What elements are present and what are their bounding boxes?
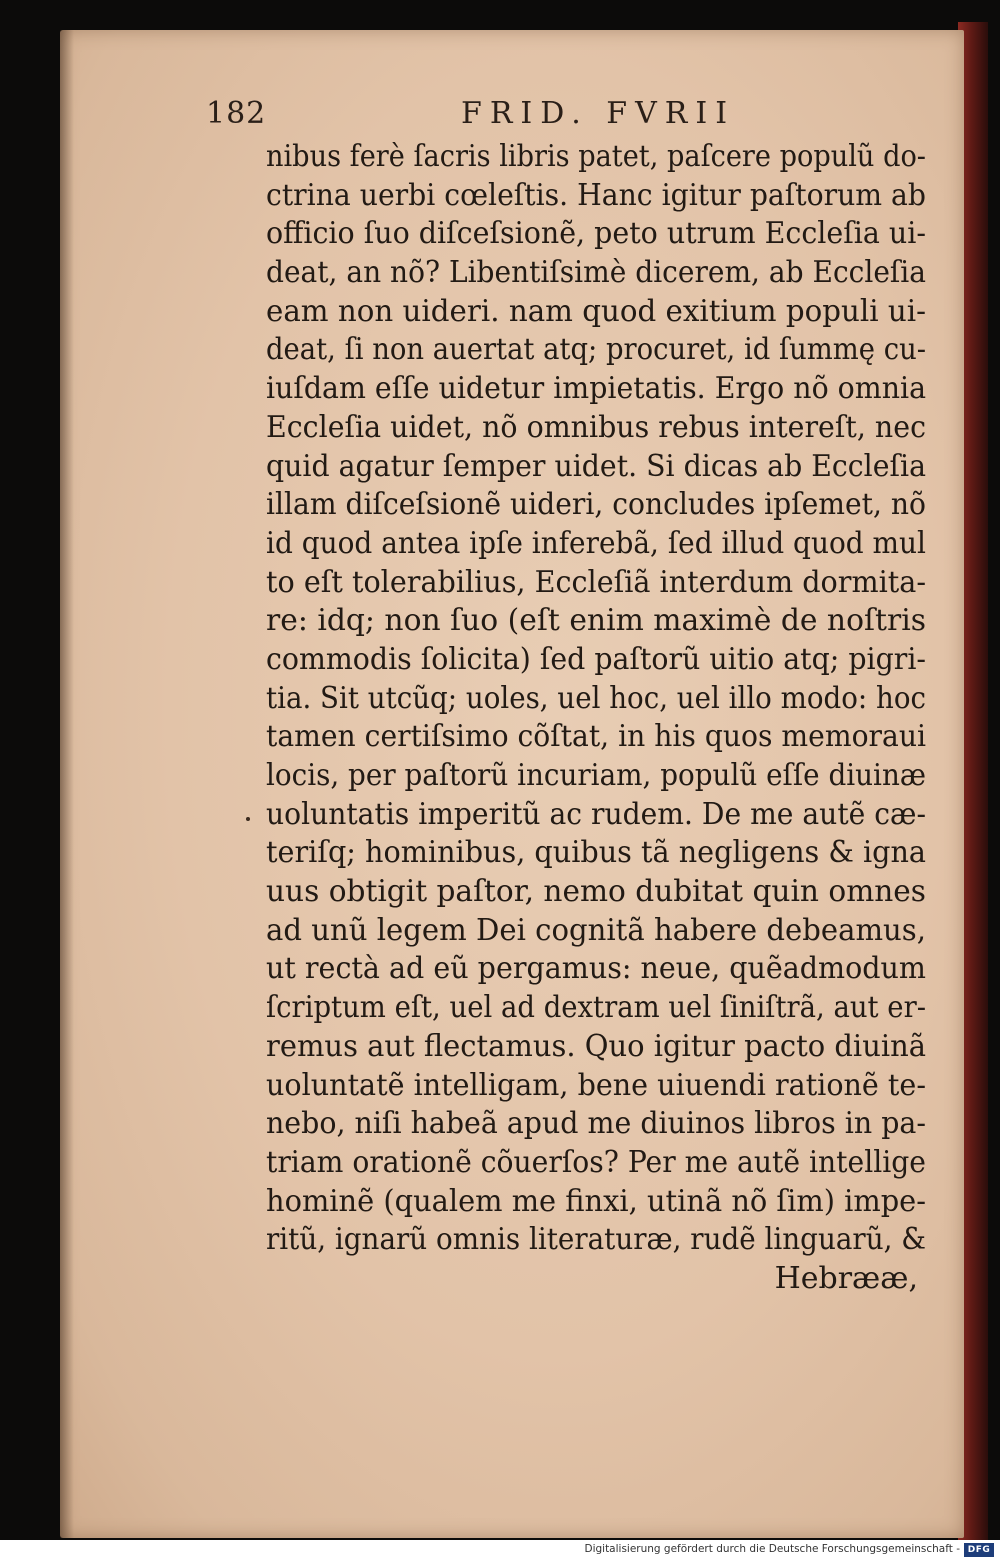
text-line: uus obtigit paſtor, nemo dubitat quin omnes — [266, 874, 926, 910]
text-line: nebo, niſi habeã apud me diuinos libros in pa- — [266, 1106, 926, 1142]
catchword: Hebrææ, — [774, 1260, 918, 1296]
running-title: FRID. FVRII — [461, 96, 736, 131]
text-line: triam orationẽ cõuerſos? Per me autẽ intellige — [266, 1144, 926, 1180]
text-line: officio ſuo diſceſsionẽ, peto utrum Eccleſia ui- — [266, 216, 926, 252]
gutter-shadow — [60, 30, 74, 1538]
text-line: teriſq; hominibus, quibus tã negligens & igna — [266, 835, 926, 871]
footer-credit: Digitalisierung gefördert durch die Deutsche Forschungsgemeinschaft - — [584, 1543, 960, 1555]
text-line: locis, per paſtorũ incuriam, populũ eſſe diuinæ — [266, 758, 926, 793]
dfg-logo-icon: DFG — [964, 1543, 994, 1557]
text-line: to eſt tolerabilius, Eccleſiã interdum dormita- — [266, 564, 926, 600]
margin-mark — [246, 817, 250, 821]
text-line: id quod antea ipſe inferebã, ſed illud quod mul — [266, 525, 926, 561]
text-line: iuſdam eſſe uidetur impietatis. Ergo nõ omnia — [266, 371, 926, 407]
running-head — [206, 96, 926, 136]
text-line: uoluntatis imperitũ ac rudem. De me autẽ cæ- — [266, 796, 926, 832]
text-line: Eccleſia uidet, nõ omnibus rebus intereſt, nec — [266, 409, 926, 445]
text-line: ad unũ legem Dei cognitã habere debeamus, — [266, 912, 926, 948]
page-number: 182 — [206, 96, 267, 131]
text-line: commodis ſolicita) ſed paſtorũ uitio atq; pigri- — [266, 641, 926, 677]
text-line: deat, an nõ? Libentiſsimè dicerem, ab Eccleſia — [266, 255, 926, 291]
text-line: hominẽ (qualem me finxi, utinã nõ ſim) impe- — [266, 1183, 926, 1219]
text-line: ritũ, ignarũ omnis literaturæ, rudẽ linguarũ, & — [266, 1222, 926, 1258]
text-line: ctrina uerbi cœleſtis. Hanc igitur paſtorum ab — [266, 177, 926, 213]
text-line: remus aut flectamus. Quo igitur pacto diuinã — [266, 1028, 926, 1064]
text-line: tamen certiſsimo cõſtat, in his quos memoraui — [266, 719, 926, 755]
body-text — [266, 138, 926, 1299]
text-line: ſcriptum eſt, uel ad dextram uel ſiniſtrã, aut er- — [266, 990, 926, 1026]
text-line: re: idq; non ſuo (eſt enim maximè de noſtris — [266, 603, 926, 639]
text-line: illam diſceſsionẽ uideri, concludes ipſemet, nõ — [266, 487, 926, 523]
text-line: ut rectà ad eũ pergamus: neue, quẽadmodum — [266, 951, 926, 987]
text-line: tia. Sit utcũq; uoles, uel hoc, uel illo modo: hoc — [266, 680, 926, 716]
text-line: deat, ſi non auertat atq; procuret, id ſummę cu- — [266, 332, 926, 368]
text-line: quid agatur ſemper uidet. Si dicas ab Eccleſia — [266, 448, 926, 484]
text-line: eam non uideri. nam quod exitium populi ui- — [266, 293, 926, 329]
text-line: nibus ferè ſacris libris patet, paſcere populũ do- — [266, 139, 926, 174]
text-line: uoluntatẽ intelligam, bene uiuendi rationẽ te- — [266, 1067, 926, 1103]
